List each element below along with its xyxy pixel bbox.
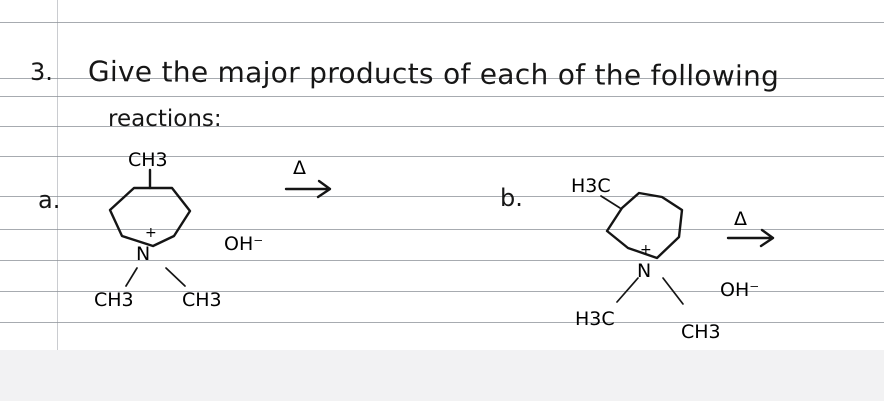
question-prompt-line-1: Give the major products of each of the following [87, 55, 780, 93]
reaction-b-reagent: OH⁻ [720, 279, 760, 301]
reaction-a-right-methyl-bond [166, 268, 185, 286]
problem-number: 3. [30, 58, 53, 86]
reaction-a-reagent: OH⁻ [224, 233, 264, 255]
reaction-a-nitrogen: N [136, 243, 151, 265]
reaction-a-left-methyl: CH3 [94, 289, 134, 311]
reaction-b-left-methyl-bond [617, 278, 638, 302]
reaction-b-right-methyl-bond [663, 278, 683, 304]
reaction-a-positive-charge: + [145, 225, 157, 241]
reaction-a-top-substituent: CH3 [128, 149, 168, 171]
reaction-b-left-methyl: H3C [575, 308, 615, 330]
reaction-a-heat-arrow [286, 181, 330, 197]
reaction-b-nitrogen: N [637, 260, 652, 282]
reaction-a-structure [110, 170, 330, 286]
screenshot-bottom-band [0, 350, 884, 401]
reaction-a-label: a. [38, 186, 61, 214]
reaction-b-label: b. [500, 184, 523, 212]
reaction-b-right-methyl: CH3 [681, 321, 721, 343]
reaction-b-condition: Δ [734, 208, 747, 230]
reaction-a-left-methyl-bond [126, 268, 137, 286]
reaction-b-top-methyl-bond [601, 196, 620, 208]
reaction-a-right-methyl: CH3 [182, 289, 222, 311]
reaction-a-condition: Δ [293, 157, 306, 179]
reaction-b-top-substituent: H3C [571, 175, 611, 197]
reaction-b-heat-arrow [728, 230, 773, 246]
reaction-b-positive-charge: + [640, 242, 652, 258]
question-prompt-line-2: reactions: [108, 106, 222, 132]
